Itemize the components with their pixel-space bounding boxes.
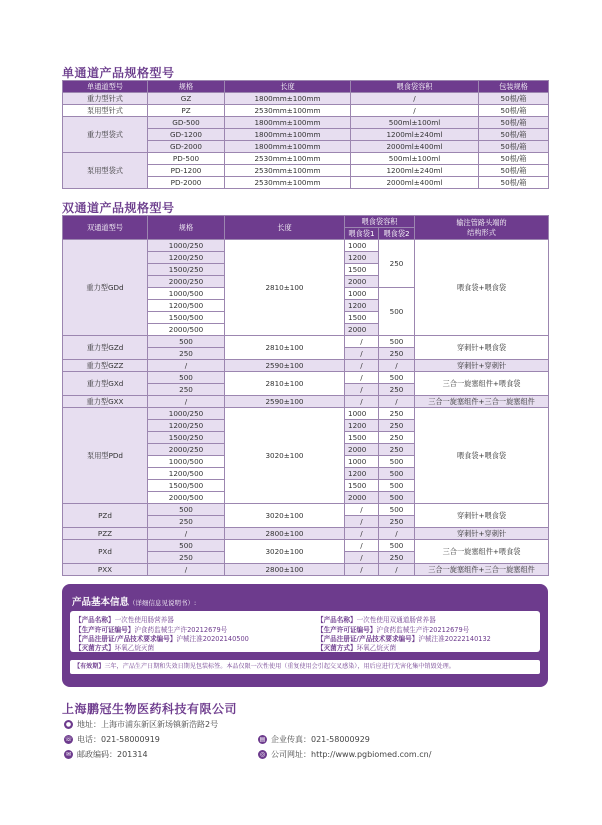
table-cell: 重力型GZd: [63, 336, 148, 360]
column-header: 双通道型号: [63, 216, 148, 240]
table-cell: 1800mm±100mm: [225, 129, 351, 141]
table-row: [63, 540, 549, 552]
table-cell: 2810±100: [225, 240, 345, 336]
table-cell: /: [379, 396, 415, 408]
table-cell: 1200: [345, 468, 379, 480]
table-cell: /: [345, 384, 379, 396]
table-cell: 3020±100: [225, 504, 345, 528]
info-value: 环氧乙烷灭菌: [114, 644, 155, 652]
table-cell: 250: [379, 384, 415, 396]
info-line: [317, 624, 469, 634]
table-cell: 250: [379, 552, 415, 564]
notice-label: 【有效期】: [74, 663, 105, 670]
table-row: [63, 336, 549, 348]
table-row: [63, 360, 549, 372]
table-cell: 1200: [345, 300, 379, 312]
table-cell: 2000: [345, 492, 379, 504]
table-cell: /: [345, 516, 379, 528]
table-cell: 500: [379, 372, 415, 384]
table-cell: 500: [148, 336, 225, 348]
table-header-row: [63, 81, 549, 93]
table-row: [63, 153, 549, 165]
table-cell: 1000/500: [148, 456, 225, 468]
table-cell: 50根/箱: [479, 165, 549, 177]
table-cell: 1500: [345, 432, 379, 444]
table-cell: 2000: [345, 276, 379, 288]
table-cell: 250: [379, 348, 415, 360]
info-subtitle: （详细信息见说明书）:: [129, 599, 197, 607]
validity-notice: [70, 660, 540, 674]
mail-icon: ✉: [65, 751, 72, 758]
table-row: [63, 93, 549, 105]
phone-icon: ☏: [64, 736, 73, 743]
table-cell: /: [345, 552, 379, 564]
column-header: 长度: [225, 216, 345, 240]
table-cell: 1800mm±100mm: [225, 117, 351, 129]
table-cell: 泵用型袋式: [63, 153, 148, 189]
table-cell: 250: [379, 432, 415, 444]
table-cell: 重力型GDd: [63, 240, 148, 336]
table-cell: 250: [148, 516, 225, 528]
table-cell: 喂食袋+喂食袋: [415, 240, 549, 336]
table-cell: /: [345, 504, 379, 516]
table-cell: 2000/500: [148, 492, 225, 504]
info-value: 沪械注准20222140132: [418, 635, 491, 643]
table-cell: /: [345, 336, 379, 348]
table-cell: PZ: [148, 105, 225, 117]
double-channel-table: [62, 215, 549, 576]
table-cell: PD-1200: [148, 165, 225, 177]
table-cell: 1500: [345, 312, 379, 324]
table-cell: 1200/250: [148, 420, 225, 432]
info-value: 环氧乙烷灭菌: [356, 644, 397, 652]
info-label: 【产品名称】: [75, 616, 115, 624]
address-text: 地址：上海市浦东新区新场镇新浩路2号: [77, 720, 219, 729]
table-cell: 2000/250: [148, 444, 225, 456]
location-pin-icon: ●: [65, 721, 72, 728]
address-line: [64, 719, 218, 730]
table-cell: 2590±100: [225, 360, 345, 372]
table-cell: 2000ml±400ml: [351, 141, 479, 153]
table-cell: 50根/箱: [479, 117, 549, 129]
table-cell: 三合一旋塞组件+喂食袋: [415, 372, 549, 396]
table-row: [63, 117, 549, 129]
globe-icon: ◎: [259, 751, 266, 758]
table-cell: /: [351, 105, 479, 117]
table-cell: 1200/500: [148, 468, 225, 480]
table-cell: 3020±100: [225, 540, 345, 564]
column-header: 长度: [225, 81, 351, 93]
table-cell: 2530mm±100mm: [225, 177, 351, 189]
info-title-text: 产品基本信息: [72, 597, 130, 608]
table-cell: 重力型GXd: [63, 372, 148, 396]
website-link[interactable]: 公司网址：http://www.pgbiomed.com.cn/: [271, 750, 432, 759]
table-cell: 250: [379, 420, 415, 432]
double-channel-title: 双通道产品规格型号: [62, 201, 175, 215]
table-cell: 1200/500: [148, 300, 225, 312]
single-channel-table: [62, 80, 549, 189]
info-label: 【生产许可证编号】: [75, 625, 135, 634]
table-cell: 50根/箱: [479, 129, 549, 141]
header-line: 结构形式: [467, 227, 496, 237]
column-header: 喂食袋容积: [345, 216, 415, 228]
table-cell: /: [148, 396, 225, 408]
table-cell: 重力型GXX: [63, 396, 148, 408]
table-cell: 1500: [345, 264, 379, 276]
table-cell: 喂食袋+喂食袋: [415, 408, 549, 504]
table-header-row: [63, 216, 549, 228]
info-line: [75, 624, 227, 634]
table-row: [63, 372, 549, 384]
product-info-panel: [62, 584, 548, 687]
table-cell: 1200: [345, 252, 379, 264]
table-cell: /: [148, 528, 225, 540]
table-cell: 500: [148, 372, 225, 384]
phone-text: 电话：021-58000919: [77, 735, 160, 744]
table-cell: PZd: [63, 504, 148, 528]
fax-icon: ▤: [259, 736, 266, 743]
product-info-title: [72, 594, 196, 608]
column-header: 单通道型号: [63, 81, 148, 93]
table-cell: 1200ml±240ml: [351, 165, 479, 177]
table-cell: 50根/箱: [479, 141, 549, 153]
table-cell: 250: [148, 384, 225, 396]
table-cell: 250: [379, 516, 415, 528]
table-cell: 2810±100: [225, 336, 345, 360]
table-cell: 500ml±100ml: [351, 117, 479, 129]
info-label: 【产品名称】: [317, 616, 357, 624]
table-cell: 250: [379, 408, 415, 420]
info-value: 沪食药监械生产许20212679号: [376, 625, 470, 634]
table-cell: 50根/箱: [479, 105, 549, 117]
company-name: 上海鹏冠生物医药科技有限公司: [62, 702, 238, 716]
table-cell: PD-2000: [148, 177, 225, 189]
table-cell: 2000ml±400ml: [351, 177, 479, 189]
table-row: [63, 504, 549, 516]
table-cell: 500: [379, 468, 415, 480]
table-cell: 2810±100: [225, 372, 345, 396]
table-cell: 泵用型针式: [63, 105, 148, 117]
table-cell: 三合一旋塞组件+三合一旋塞组件: [415, 564, 549, 576]
table-cell: 50根/箱: [479, 177, 549, 189]
table-cell: 50根/箱: [479, 153, 549, 165]
table-cell: /: [379, 360, 415, 372]
table-cell: GZ: [148, 93, 225, 105]
table-cell: 500: [379, 492, 415, 504]
table-cell: PXd: [63, 540, 148, 564]
product-info-card: [70, 611, 540, 652]
column-header: 喂食袋1: [345, 228, 379, 240]
table-row: [63, 240, 549, 252]
table-cell: /: [379, 564, 415, 576]
table-cell: 250: [148, 348, 225, 360]
table-cell: /: [345, 372, 379, 384]
table-cell: /: [345, 396, 379, 408]
table-cell: 500: [148, 540, 225, 552]
table-cell: 2590±100: [225, 396, 345, 408]
table-cell: 2530mm±100mm: [225, 165, 351, 177]
postcode-line: [64, 749, 148, 760]
table-row: [63, 528, 549, 540]
postcode-text: 邮政编码：201314: [77, 750, 148, 759]
table-cell: 1500/250: [148, 432, 225, 444]
table-cell: 50根/箱: [479, 93, 549, 105]
table-row: [63, 105, 549, 117]
table-cell: 1200: [345, 420, 379, 432]
table-cell: 250: [379, 444, 415, 456]
table-cell: 泵用型PDd: [63, 408, 148, 504]
table-cell: 2000: [345, 444, 379, 456]
table-cell: /: [148, 360, 225, 372]
table-cell: 1200ml±240ml: [351, 129, 479, 141]
single-channel-title: 单通道产品规格型号: [62, 66, 175, 80]
table-cell: 2000/500: [148, 324, 225, 336]
table-cell: 穿刺针+穿刺针: [415, 528, 549, 540]
table-cell: 1000: [345, 288, 379, 300]
table-cell: /: [345, 540, 379, 552]
info-label: 【产品注册证/产品技术要求编号】: [317, 635, 419, 643]
table-cell: 1000/500: [148, 288, 225, 300]
table-cell: /: [379, 528, 415, 540]
table-cell: /: [345, 564, 379, 576]
table-cell: 250: [148, 552, 225, 564]
fax-line: [258, 734, 370, 745]
table-cell: 1000/250: [148, 408, 225, 420]
table-cell: 1000: [345, 240, 379, 252]
table-cell: /: [148, 564, 225, 576]
table-cell: PD-500: [148, 153, 225, 165]
table-row: [63, 408, 549, 420]
table-cell: 500: [379, 504, 415, 516]
table-cell: 500: [379, 456, 415, 468]
info-label: 【灭菌方式】: [317, 644, 357, 652]
info-value: 一次性使用肠营养器: [114, 616, 174, 624]
table-cell: 500: [379, 336, 415, 348]
table-cell: 三合一旋塞组件+喂食袋: [415, 540, 549, 564]
info-line: [317, 642, 396, 652]
info-line: [75, 642, 154, 652]
info-label: 【灭菌方式】: [75, 644, 115, 652]
info-line: [317, 614, 436, 624]
info-value: 沪食药监械生产许20212679号: [134, 625, 228, 634]
table-cell: /: [345, 528, 379, 540]
fax-text: 企业传真：021-58000929: [271, 735, 370, 744]
table-cell: 1000: [345, 456, 379, 468]
table-cell: 250: [379, 240, 415, 288]
phone-line: [64, 734, 160, 745]
table-cell: GD-500: [148, 117, 225, 129]
table-cell: GD-2000: [148, 141, 225, 153]
table-cell: 500: [379, 288, 415, 336]
column-header: 喂食袋容积: [351, 81, 479, 93]
table-cell: /: [345, 348, 379, 360]
column-header: [415, 216, 549, 240]
table-cell: 重力型袋式: [63, 117, 148, 153]
table-cell: /: [351, 93, 479, 105]
table-cell: 三合一旋塞组件+三合一旋塞组件: [415, 396, 549, 408]
table-cell: 500: [148, 504, 225, 516]
header-line: 输注管路头端的: [456, 217, 507, 227]
info-label: 【产品注册证/产品技术要求编号】: [75, 635, 177, 643]
table-cell: 3020±100: [225, 408, 345, 504]
info-label: 【生产许可证编号】: [317, 625, 377, 634]
table-cell: 1200/250: [148, 252, 225, 264]
table-cell: 穿刺针+喂食袋: [415, 504, 549, 528]
column-header: 包装规格: [479, 81, 549, 93]
table-cell: 2800±100: [225, 528, 345, 540]
table-cell: 1800mm±100mm: [225, 93, 351, 105]
website-line: [258, 749, 431, 760]
table-cell: GD-1200: [148, 129, 225, 141]
table-cell: 穿刺针+喂食袋: [415, 336, 549, 360]
info-value: 沪械注准20202140500: [176, 635, 249, 643]
table-cell: 500: [379, 540, 415, 552]
column-header: 规格: [148, 216, 225, 240]
table-cell: 500ml±100ml: [351, 153, 479, 165]
table-cell: 1500: [345, 480, 379, 492]
table-cell: 1500/500: [148, 480, 225, 492]
table-cell: 重力型针式: [63, 93, 148, 105]
table-cell: 1500/250: [148, 264, 225, 276]
info-value: 一次性使用双通道肠营养器: [356, 616, 436, 624]
column-header: 喂食袋2: [379, 228, 415, 240]
table-cell: 重力型GZZ: [63, 360, 148, 372]
table-row: [63, 564, 549, 576]
table-row: [63, 396, 549, 408]
column-header: 规格: [148, 81, 225, 93]
table-cell: 2000/250: [148, 276, 225, 288]
notice-text: 三年，产品生产日期和失效日期见包装标签。本品仅限一次性使用（重复使用会引起交叉感染），用后应进行无害化集中销毁处理。: [104, 663, 455, 670]
table-cell: 1800mm±100mm: [225, 141, 351, 153]
table-cell: 500: [379, 480, 415, 492]
table-cell: 2000: [345, 324, 379, 336]
table-cell: /: [345, 360, 379, 372]
table-cell: 1000/250: [148, 240, 225, 252]
table-cell: 2530mm±100mm: [225, 153, 351, 165]
table-cell: 1500/500: [148, 312, 225, 324]
info-line: [75, 614, 174, 624]
table-cell: 穿刺针+穿刺针: [415, 360, 549, 372]
table-cell: 1000: [345, 408, 379, 420]
table-cell: 2530mm±100mm: [225, 105, 351, 117]
table-cell: PXX: [63, 564, 148, 576]
table-cell: 2800±100: [225, 564, 345, 576]
table-cell: PZZ: [63, 528, 148, 540]
